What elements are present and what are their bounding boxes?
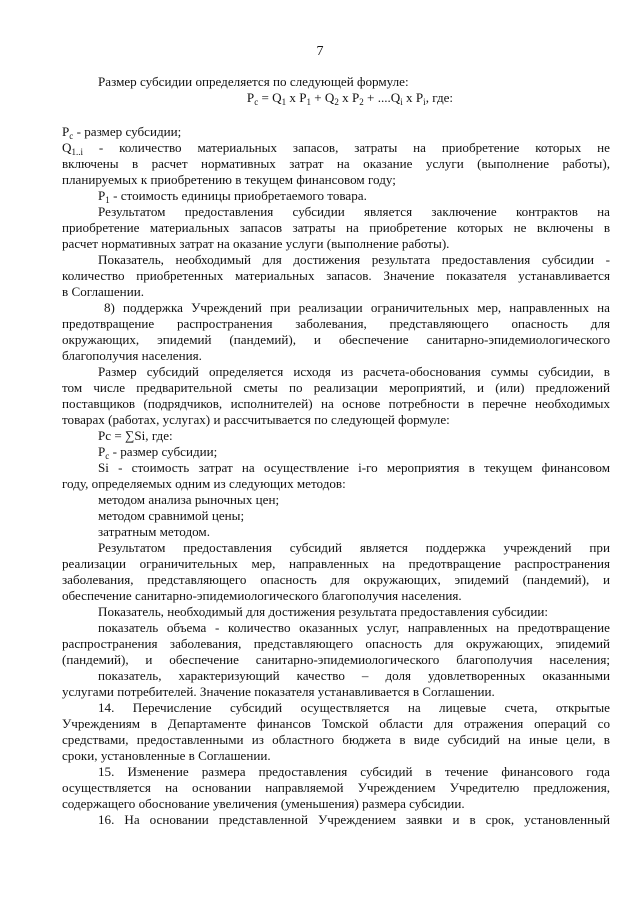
- text-line: количество приобретенных материальных запасов. Значение показателя устанавливается: [62, 268, 610, 283]
- text-line: осуществляется на основании направляемой Учреждением Учредителю предложения,: [62, 780, 610, 795]
- text-line: расчет нормативных затрат на оказание услуги (выполнение работы).: [62, 236, 450, 251]
- text-line: распространения заболевания, представляющего опасность для окружающих, эпидемий: [62, 636, 610, 651]
- text-line: том числе предварительной сметы по реализации мероприятий, и (или) предложений: [62, 380, 610, 395]
- text-line: году, определяемых одним из следующих методов:: [62, 476, 346, 491]
- text-line: благополучия населения.: [62, 348, 202, 363]
- text-line: Результатом предоставления субсидии является заключение контрактов на: [98, 204, 610, 219]
- text-line: методом анализа рыночных цен;: [98, 492, 280, 507]
- text-line: 15. Изменение размера предоставления субсидий в течение финансового года: [98, 764, 610, 779]
- text-line: планируемых к приобретению в текущем финансовом году;: [62, 172, 396, 187]
- text-line: окружающих, эпидемий (пандемий), и обеспечение санитарно-эпидемиологического: [62, 332, 610, 347]
- text-line: 8) поддержка Учреждений при реализации ограничительных мер, направленных на: [104, 300, 610, 315]
- text-line: предотвращение распространения заболевания, представляющего опасность для: [62, 316, 610, 331]
- text-line: обеспечение санитарно-эпидемиологического благополучия населения.: [62, 588, 462, 603]
- text-line: в Соглашении.: [62, 284, 144, 299]
- text-line: содержащего обоснование увеличения (уменьшения) размера субсидии.: [62, 796, 465, 811]
- text-line: включены в расчет нормативных затрат на оказание услуги (выполнение работы),: [62, 156, 610, 171]
- text-line: Показатель, необходимый для достижения результата предоставления субсидии -: [98, 252, 610, 267]
- text-line: Показатель, необходимый для достижения результата предоставления субсидии:: [98, 604, 548, 619]
- text-line: услугами потребителей. Значение показателя устанавливается в Соглашении.: [62, 684, 495, 699]
- text-line: реализации ограничительных мер, направленных на предотвращение распространения: [62, 556, 610, 571]
- text-line: Учреждениям в Департаменте финансов Томской области для отражения операций со: [62, 716, 610, 731]
- text-line: товарах (работах, услугах) и рассчитывается по следующей формуле:: [62, 412, 450, 427]
- text-line: заболевания, представляющего опасность для окружающих, эпидемий (пандемий), и: [62, 572, 610, 587]
- text-line: показатель, характеризующий качество – доля удовлетворенных оказанными: [98, 668, 610, 683]
- text-line: показатель объема - количество оказанных услуг, направленных на предотвращение: [98, 620, 610, 635]
- text-line: средствами, предоставленными из областного бюджета в виде субсидий на иные цели, в: [62, 732, 610, 747]
- formula-line: $P_c = Q_1$ x $P_1 + Q_2$ x $P_2 + ....Q_i$ x $P_i$, где:: [246, 90, 454, 107]
- text-line: Si - стоимость затрат на осуществление i-го мероприятия в текущем финансовом: [98, 460, 610, 475]
- text-line: затратным методом.: [98, 524, 210, 539]
- text-line: 16. На основании представленной Учреждением заявки и в срок, установленный: [98, 812, 610, 827]
- page-number: 7: [316, 44, 324, 59]
- text-line: приобретение материальных запасов затраты на приобретение которых не включены в: [62, 220, 610, 235]
- text-line: $Q_{1..i}$ - количество материальных запасов, затраты на приобретение которых не: [62, 140, 610, 157]
- text-line: методом сравнимой цены;: [98, 508, 245, 523]
- text-line: Размер субсидий определяется исходя из расчета-обоснования суммы субсидии, в: [98, 364, 610, 379]
- text-line: сроки, установленные в Соглашении.: [62, 748, 271, 763]
- text-line: 14. Перечисление субсидий осуществляется на лицевые счета, открытые: [98, 700, 610, 715]
- text-line: Результатом предоставления субсидий является поддержка учреждений при: [98, 540, 610, 555]
- text-line: $P_1$ - стоимость единицы приобретаемого товара.: [98, 188, 367, 205]
- text-line: Pc = ∑Si, где:: [98, 428, 173, 443]
- text-line: Размер субсидии определяется по следующей формуле:: [98, 74, 409, 89]
- text-line: $P_c$ - размер субсидии;: [98, 444, 218, 461]
- text-line: (пандемий), и обеспечение санитарно-эпидемиологического благополучия населения;: [62, 652, 610, 667]
- text-line: поставщиков (подрядчиков, исполнителей) на основе потребности в перечне необходимых: [62, 396, 610, 411]
- text-line: $P_c$ - размер субсидии;: [62, 124, 182, 141]
